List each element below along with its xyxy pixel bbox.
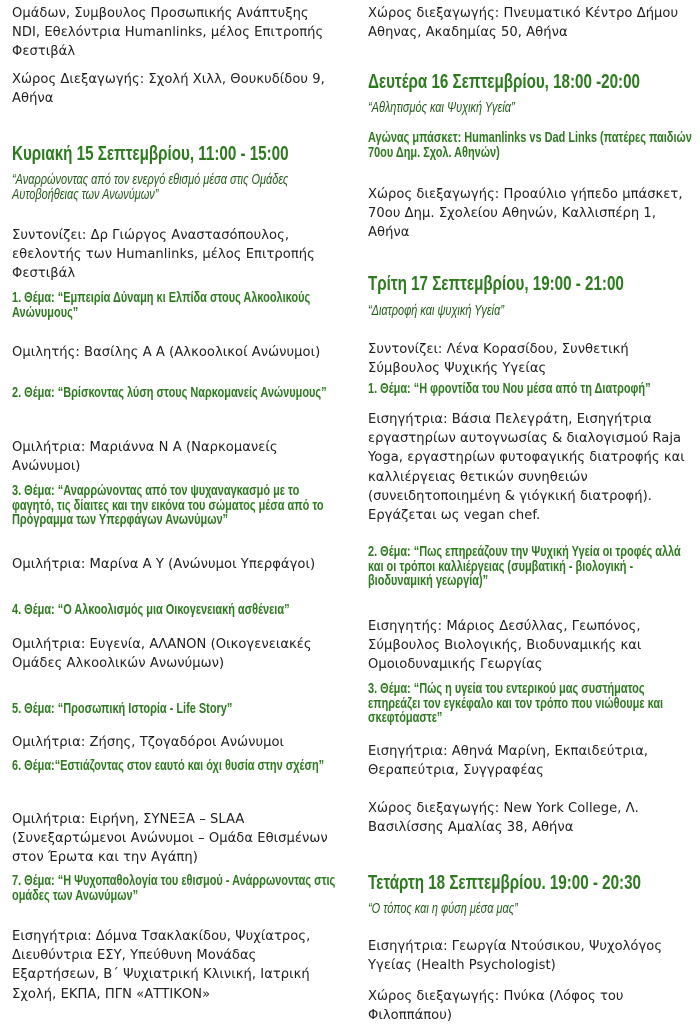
tuesday-topic-1: 1. Θέμα: “Η φροντίδα του Νου μέσα από τη Διατροφή” xyxy=(368,381,651,397)
wednesday-subtitle: “Ο τόπος και η φύση μέσα μας” xyxy=(368,901,518,917)
topic-3: 3. Θέμα: “Αναρρώνοντας από τον ψυχαναγκασμό με το φαγητό, τις δίαιτες και την εικόνα του σώματος μέσα από το Πρόγραμμα των Υπερφάγων Ανωνύμων” xyxy=(12,483,324,529)
topic-4: 4. Θέμα: “Ο Αλκοολισμός μια Οικογενειακή ασθένεια” xyxy=(12,602,290,618)
topic-2: 2. Θέμα: “Βρίσκοντας λύση στους Ναρκομανείς Ανώνυμους” xyxy=(12,385,327,401)
intro-venue-right: Χώρος διεξαγωγής: Πνευματικό Κέντρο Δήμου Αθηνας, Ακαδημίας 50, Αθήνα xyxy=(368,6,679,41)
speaker-7: Εισηγήτρια: Δόμνα Τσακλακίδου, Ψυχίατρος, Διευθύντρια ΕΣΥ, Υπεύθυνη Μονάδας Εξαρτήσεων, Β΄ Ψυχιατρική Κλινική, Ιατρική Σχολή, ΕΚΠΑ, ΠΓΝ «ΑΤΤΙΚΟΝ» xyxy=(12,929,311,1002)
speaker-2: Ομιλήτρια: Μαριάννα Ν Α (Ναρκομανείς Ανώνυμοι) xyxy=(12,440,278,475)
speaker-3: Ομιλήτρια: Μαρίνα Α Υ (Ανώνυμοι Υπερφάγοι) xyxy=(12,557,316,572)
tuesday-topic-3: 3. Θέμα: “Πώς η υγεία του εντερικού μας συστήματος επηρεάζει τον εγκέφαλο και τον τρόπο που νιώθουμε και σκεφτόμαστε” xyxy=(368,681,664,727)
speaker-5: Ομιλήτρια: Ζήσης, Τζογαδόροι Ανώνυμοι xyxy=(12,735,285,750)
monday-heading: Δευτέρα 16 Σεπτεμβρίου, 18:00 -20:00 xyxy=(368,70,640,93)
tuesday-speaker-3: Εισηγήτρια: Αθηνά Μαρίνη, Εκπαιδεύτρια, Θεραπεύτρια, Συγγραφέας xyxy=(368,744,649,779)
wednesday-speaker: Εισηγήτρια: Γεωργία Ντούσικου, Ψυχολόγος Υγείας (Health Psychologist) xyxy=(368,939,663,974)
monday-subtitle: “Αθλητισμός και Ψυχική Υγεία” xyxy=(368,100,515,116)
tuesday-speaker-2: Εισηγητής: Μάριος Δεσύλλας, Γεωπόνος, Σύμβουλος Βιολογικής, Βιοδυναμικής και Ομοιοδυναμικής Γεωργίας xyxy=(368,619,642,673)
speaker-1: Ομιλητής: Βασίλης Α Α (Αλκοολικοί Ανώνυμοι) xyxy=(12,345,321,360)
intro-body: Ομάδων, Συμβουλος Προσωπικής Ανάπτυξης NDI, Εθελόντρια Humanlinks, μέλος Επιτροπής Φεστιβάλ xyxy=(12,6,324,60)
wednesday-venue: Χώρος διεξαγωγής: Πνύκα (Λόφος του Φιλοππάπου) xyxy=(368,989,624,1024)
sunday-coordinator: Συντονίζει: Δρ Γιώργος Αναστασόπουλος, εθελοντής των Humanlinks, μέλος Επιτροπής Φεστιβάλ xyxy=(12,228,315,282)
speaker-6: Ομιλήτρια: Ειρήνη, ΣΥΝΕΞΑ – SLAA (Συνεξαρτώμενοι Ανώνυμοι – Ομάδα Εθισμένων στον Έρωτα και την Αγάπη) xyxy=(12,812,328,866)
tuesday-venue: Χώρος διεξαγωγής: New York College, Λ. Βασιλίσσης Αμαλίας 38, Αθήνα xyxy=(368,801,639,836)
sunday-heading: Κυριακή 15 Σεπτεμβρίου, 11:00 - 15:00 xyxy=(12,142,289,165)
tuesday-heading: Τρίτη 17 Σεπτεμβρίου, 19:00 - 21:00 xyxy=(368,272,624,295)
tuesday-topic-2: 2. Θέμα: “Πως επηρεάζουν την Ψυχική Υγεία οι τροφές αλλά και οι τρόποι καλλιέργειας (συμβατική - βιολογική - βιοδυναμική γεωργία)” xyxy=(368,544,681,590)
monday-venue: Χώρος διεξαγωγής: Προαύλιο γήπεδο μπάσκετ, 70ου Δημ. Σχολείου Αθηνών, Καλλισπέρη 1, Αθήνα xyxy=(368,187,683,241)
topic-6: 6. Θέμα:“Εστιάζοντας στον εαυτό και όχι θυσία στην σχέση” xyxy=(12,758,325,774)
tuesday-coordinator: Συντονίζει: Λένα Κορασίδου, Συνθετική Σύμβουλος Ψυχικής Υγείας xyxy=(368,342,629,377)
tuesday-speaker-1: Εισηγήτρια: Βάσια Πελεγράτη, Εισηγήτρια εργαστηρίων αυτογνωσίας & διαλογισμού Raja Yoga, εργαστηρίων φυτοφαγικής διατροφής και καλλιέργειας θετικών συνηθειών (συνειδητοποιημένη & γιόγκική διατροφή). Εργάζεται ως vegan chef. xyxy=(368,412,685,524)
topic-1: 1. Θέμα: “Εμπειρία Δύναμη κι Ελπίδα στους Αλκοολικούς Ανώνυμους” xyxy=(12,290,311,321)
tuesday-subtitle: “Διατροφή και ψυχική Υγεία” xyxy=(368,303,504,319)
sunday-subtitle: “Αναρρώνοντας από τον ενεργό εθισμό μέσα στις Ομάδες Αυτοβοήθειας των Ανωνύμων” xyxy=(12,172,289,203)
topic-5: 5. Θέμα: “Προσωπική Ιστορία - Life Story” xyxy=(12,701,233,717)
wednesday-heading: Τετάρτη 18 Σεπτεμβρίου. 19:00 - 20:30 xyxy=(368,871,641,894)
speaker-4: Ομιλήτρια: Ευγενία, ΑΛΑΝΟΝ (Οικογενειακές Ομάδες Αλκοολικών Ανωνύμων) xyxy=(12,637,312,672)
monday-topic: Αγώνας μπάσκετ: Humanlinks vs Dad Links (πατέρες παιδιών 70ου Δημ. Σχολ. Αθηνών) xyxy=(368,130,692,161)
topic-7: 7. Θέμα: “Η Ψυχοπαθολογία του εθισμού - Ανάρρωνοντας στις ομάδες των Ανωνύμων” xyxy=(12,873,336,904)
intro-venue: Χώρος Διεξαγωγής: Σχολή Χιλλ, Θουκυδίδου 9, Αθήνα xyxy=(12,72,325,107)
